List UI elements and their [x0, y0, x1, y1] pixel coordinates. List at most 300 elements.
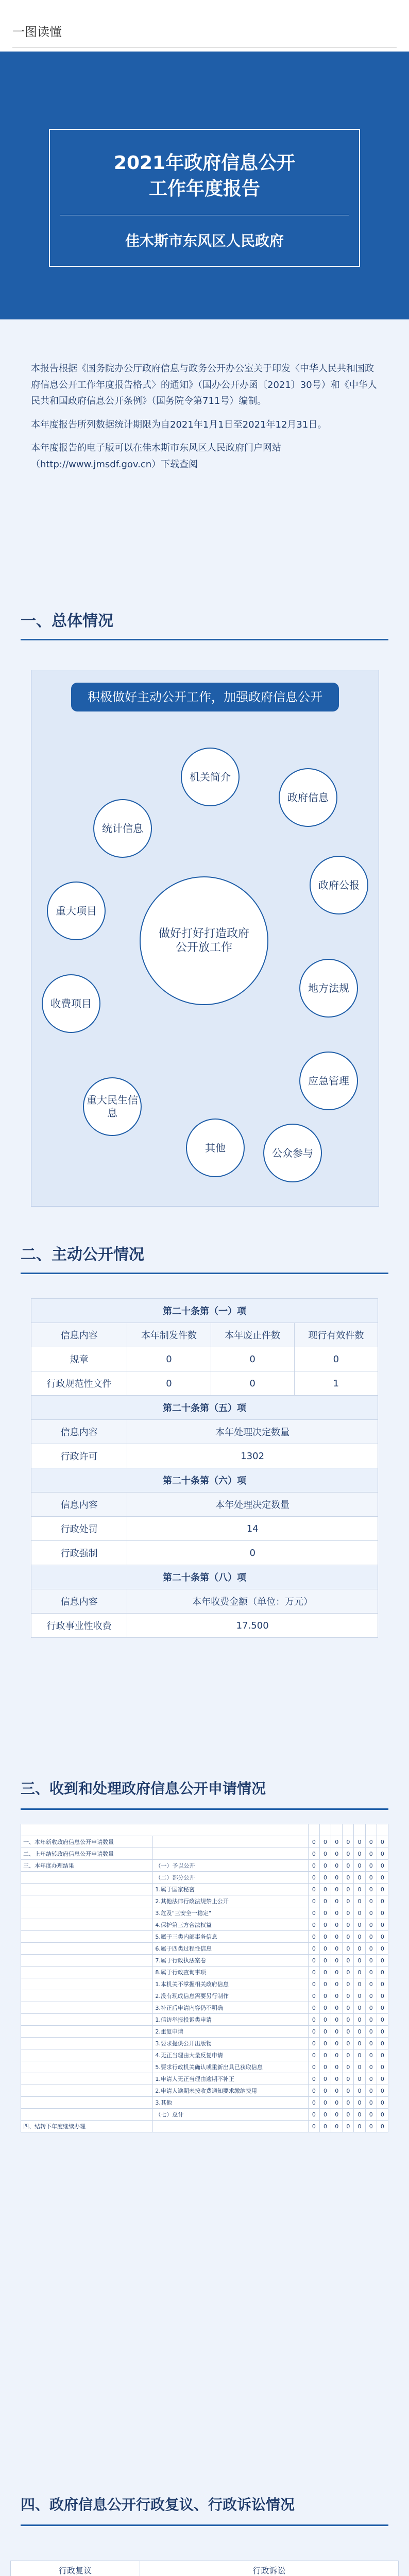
t4-head-litigation: 行政诉讼 [140, 2561, 398, 2576]
t3-cell: 0 [377, 1978, 388, 1990]
t3-cell: 0 [377, 1955, 388, 1967]
t3-cell: 0 [343, 1872, 354, 1884]
table-row [21, 1931, 388, 1943]
t3-cell: 0 [365, 2026, 377, 2038]
t3-cell: 7.属于行政执法案卷 [153, 1955, 308, 1967]
t3-cell: 2.其他法律行政法规禁止公开 [153, 1895, 308, 1907]
t2-col: 本年收费金额（单位：万元） [127, 1589, 378, 1614]
t3-cell: 0 [377, 1895, 388, 1907]
t3-cell: 0 [354, 2026, 365, 2038]
t3-cell: 0 [354, 1919, 365, 1931]
t2-col: 信息内容 [31, 1493, 127, 1517]
t3-cell: 0 [377, 1967, 388, 1978]
t3-cell [21, 2109, 153, 2121]
t2-cell: 0 [127, 1371, 211, 1396]
section-2-title: 二、主动公开情况 [21, 1246, 144, 1264]
t3-cell [21, 2073, 153, 2085]
proactive-table [31, 1298, 378, 1638]
table-row [21, 1836, 388, 1848]
t3-cell: 0 [331, 1919, 343, 1931]
t3-cell: 0 [331, 1836, 343, 1848]
t3-cell: 0 [331, 2109, 343, 2121]
t3-cell: 0 [354, 1848, 365, 1860]
t3-cell: 0 [354, 1978, 365, 1990]
t3-cell: 0 [319, 2026, 331, 2038]
t3-cell: 0 [308, 2038, 319, 2049]
table-row [21, 2014, 388, 2026]
header-divider [12, 47, 397, 48]
table-row [21, 1955, 388, 1967]
t2-cell: 14 [127, 1517, 378, 1541]
table-row [21, 1978, 388, 1990]
section-3 [0, 1777, 409, 1798]
t3-cell: 0 [319, 1848, 331, 1860]
t3-cell: 0 [319, 2109, 331, 2121]
t3-cell: （二）部分公开 [153, 1872, 308, 1884]
t3-cell: 0 [308, 2073, 319, 2085]
t3-cell: 0 [308, 1943, 319, 1955]
t3-cell: 0 [331, 2049, 343, 2061]
t3-cell: 1.信访举报投诉类申请 [153, 2014, 308, 2026]
t3-cell: 0 [319, 2085, 331, 2097]
t3-cell: 0 [354, 2109, 365, 2121]
t2-cell: 行政处罚 [31, 1517, 127, 1541]
t3-cell: 0 [308, 2085, 319, 2097]
t3-cell: 0 [308, 1895, 319, 1907]
t3-cell: 0 [365, 1860, 377, 1872]
t3-head-col [365, 1824, 377, 1836]
t3-cell [21, 1955, 153, 1967]
intro-p3: 本年度报告的电子版可以在佳木斯市东风区人民政府门户网站（http://www.jmsdf.gov.cn）下载查阅 [31, 443, 281, 470]
t3-cell [21, 1943, 153, 1955]
bubble-7: 应急管理 [299, 1052, 358, 1110]
t3-cell: 0 [343, 1990, 354, 2002]
t3-cell: 0 [365, 2109, 377, 2121]
t2-cell: 0 [211, 1371, 294, 1396]
t3-cell: 0 [308, 2097, 319, 2109]
t3-cell: 0 [343, 2073, 354, 2085]
t3-cell: 0 [377, 1848, 388, 1860]
t3-cell: 0 [319, 1860, 331, 1872]
t3-cell: 0 [377, 2085, 388, 2097]
t3-head-col [354, 1824, 365, 1836]
t3-cell: 0 [331, 1978, 343, 1990]
t3-cell: 0 [365, 2061, 377, 2073]
t3-cell: 0 [331, 1943, 343, 1955]
t3-cell: 0 [377, 2097, 388, 2109]
t3-cell: 0 [354, 2002, 365, 2014]
t3-cell: 0 [354, 1990, 365, 2002]
t3-cell: 0 [377, 2073, 388, 2085]
t3-cell: 3.其他 [153, 2097, 308, 2109]
bubble-6: 收费项目 [42, 974, 100, 1033]
t3-cell: （一）予以公开 [153, 1860, 308, 1872]
t3-cell: 0 [343, 2049, 354, 2061]
t2-cell: 1 [294, 1371, 378, 1396]
t3-cell: 0 [377, 1943, 388, 1955]
table-row [21, 1990, 388, 2002]
t3-cell: 0 [343, 2085, 354, 2097]
t3-cell: 0 [354, 1895, 365, 1907]
t2-sub4: 第二十条第（八）项 [31, 1565, 378, 1589]
t3-cell: 6.属于四类过程性信息 [153, 1943, 308, 1955]
t2-cell: 1302 [127, 1444, 378, 1468]
intro-text [31, 361, 378, 480]
t3-cell: 0 [377, 2049, 388, 2061]
bubble-10: 公众参与 [263, 1124, 322, 1182]
t3-cell: 二、上年结转政府信息公开申请数量 [21, 1848, 153, 1860]
t3-cell: 4.无正当理由大量反复申请 [153, 2049, 308, 2061]
t3-cell: 0 [354, 2121, 365, 2132]
t2-sub2: 第二十条第（五）项 [31, 1396, 378, 1420]
t3-cell: 0 [319, 2097, 331, 2109]
t3-cell: 5.属于三类内部事务信息 [153, 1931, 308, 1943]
t3-cell [21, 2002, 153, 2014]
table-row [21, 2073, 388, 2085]
t3-cell [153, 2121, 308, 2132]
t3-cell: 0 [308, 2026, 319, 2038]
t3-cell: 0 [331, 1955, 343, 1967]
t3-cell: 0 [319, 1884, 331, 1895]
t3-cell: 0 [331, 2002, 343, 2014]
t3-cell: 0 [343, 1907, 354, 1919]
intro-p1: 本报告根据《国务院办公厅政府信息与政务公开办公室关于印发〈中华人民共和国政府信息公开工作年度报告格式〉的通知》（国办公开办函〔2021〕30号）和《中华人民共和国政府信息公开条例》（国务院令第711号）编制。 [31, 363, 377, 406]
t3-cell: 0 [343, 2026, 354, 2038]
t3-cell: 0 [331, 1884, 343, 1895]
t3-cell: 0 [354, 1955, 365, 1967]
t3-cell: 0 [354, 1836, 365, 1848]
t3-cell: 0 [319, 2073, 331, 2085]
t3-cell [21, 1919, 153, 1931]
t3-cell [21, 1931, 153, 1943]
t3-cell: 0 [331, 2073, 343, 2085]
t3-cell: 0 [377, 2038, 388, 2049]
t3-cell: 0 [365, 2002, 377, 2014]
cover-title-box [49, 129, 360, 267]
t3-cell: 0 [308, 2061, 319, 2073]
t3-cell: 0 [319, 1990, 331, 2002]
t3-cell: 0 [331, 1895, 343, 1907]
section-1 [0, 608, 409, 631]
cover-title-line2: 工作年度报告 [148, 178, 260, 200]
t3-cell: 0 [319, 2014, 331, 2026]
t3-cell: 0 [319, 1836, 331, 1848]
t3-cell: 1.申请人无正当理由逾期不补正 [153, 2073, 308, 2085]
t3-cell: 0 [377, 2061, 388, 2073]
t3-cell: 0 [308, 1919, 319, 1931]
t3-cell: 0 [365, 1967, 377, 1978]
t3-cell: 0 [377, 1931, 388, 1943]
t3-cell: 0 [319, 2049, 331, 2061]
table-row [21, 1848, 388, 1860]
intro-p2: 本年度报告所列数据统计期限为自2021年1月1日至2021年12月31日。 [31, 419, 327, 430]
t3-cell: 0 [319, 1967, 331, 1978]
table-row [21, 1884, 388, 1895]
t3-cell: 0 [343, 2109, 354, 2121]
t3-cell: 0 [365, 1943, 377, 1955]
t3-cell: 0 [308, 1860, 319, 1872]
t3-cell: 2.申请人逾期未按收费通知要求缴纳费用 [153, 2085, 308, 2097]
t3-cell: 0 [377, 1990, 388, 2002]
t3-cell: 0 [331, 1907, 343, 1919]
header-title: 一图读懂 [12, 25, 62, 39]
t3-cell [21, 2014, 153, 2026]
t3-cell: 0 [377, 2014, 388, 2026]
bubble-4: 重大项目 [47, 882, 106, 940]
t3-cell: （七）总计 [153, 2109, 308, 2121]
t2-col: 信息内容 [31, 1420, 127, 1444]
t3-cell: 0 [308, 2109, 319, 2121]
t3-cell: 0 [354, 2073, 365, 2085]
t2-cell: 0 [294, 1347, 378, 1371]
table-row [21, 2109, 388, 2121]
t3-cell: 0 [365, 2014, 377, 2026]
t3-cell [21, 1967, 153, 1978]
t3-cell: 0 [319, 2038, 331, 2049]
t3-cell: 0 [331, 2014, 343, 2026]
table-row [21, 1895, 388, 1907]
t3-head-left [21, 1824, 309, 1836]
t3-cell: 0 [354, 1943, 365, 1955]
t2-col: 本年处理决定数量 [127, 1420, 378, 1444]
t3-cell: 0 [354, 1872, 365, 1884]
t3-cell [21, 1884, 153, 1895]
t3-cell: 四、结转下年度继续办理 [21, 2121, 153, 2132]
section-1-title: 一、总体情况 [21, 612, 113, 630]
t3-cell: 0 [354, 2085, 365, 2097]
t3-cell: 0 [377, 1836, 388, 1848]
top-header [0, 0, 409, 52]
t2-col: 现行有效件数 [294, 1323, 378, 1347]
t3-cell: 0 [308, 1907, 319, 1919]
t3-cell: 0 [343, 2038, 354, 2049]
t3-cell: 0 [365, 1919, 377, 1931]
t3-cell: 0 [308, 2014, 319, 2026]
table-row [21, 1872, 388, 1884]
t3-cell [21, 2085, 153, 2097]
t3-cell: 0 [331, 1860, 343, 1872]
t3-head-col [343, 1824, 354, 1836]
t3-cell: 0 [308, 2121, 319, 2132]
t3-cell: 5.要求行政机关确认或重新出具已获取信息 [153, 2061, 308, 2073]
t3-cell: 0 [343, 2014, 354, 2026]
t3-cell: 0 [365, 1884, 377, 1895]
t2-cell: 17.500 [127, 1614, 378, 1638]
section-4-title: 四、政府信息公开行政复议、行政诉讼情况 [21, 2496, 295, 2513]
bubble-2: 政府公报 [310, 856, 368, 914]
table-row [21, 2038, 388, 2049]
table-row [21, 2049, 388, 2061]
t3-cell: 1.属于国家秘密 [153, 1884, 308, 1895]
t3-cell: 0 [331, 2026, 343, 2038]
mindmap-center: 做好打好打造政府公开放工作 [140, 876, 268, 1005]
t3-cell: 0 [331, 1931, 343, 1943]
t2-col: 本年废止件数 [211, 1323, 294, 1347]
t4-head-review: 行政复议 [11, 2561, 140, 2576]
t3-cell: 0 [343, 1895, 354, 1907]
t3-cell [153, 1836, 308, 1848]
t3-cell: 2.重复申请 [153, 2026, 308, 2038]
t3-cell: 0 [308, 1967, 319, 1978]
bubble-9: 其他 [186, 1118, 245, 1177]
t3-cell: 0 [319, 1955, 331, 1967]
t3-cell: 0 [319, 2061, 331, 2073]
t3-cell: 0 [308, 1848, 319, 1860]
review-litigation-table [10, 2561, 399, 2576]
t3-cell [21, 1990, 153, 2002]
t3-cell: 0 [365, 1872, 377, 1884]
t3-cell: 0 [308, 1990, 319, 2002]
t3-cell [21, 1895, 153, 1907]
section-3-line [21, 1808, 388, 1810]
t3-cell: 0 [331, 1872, 343, 1884]
section-1-line [21, 639, 388, 640]
t3-cell [21, 2038, 153, 2049]
t3-cell: 0 [308, 2002, 319, 2014]
cover-hero [0, 52, 409, 319]
t3-cell: 0 [331, 1967, 343, 1978]
t3-head-col [331, 1824, 343, 1836]
t3-cell: 0 [365, 1836, 377, 1848]
t3-cell: 0 [331, 2038, 343, 2049]
t3-cell: 0 [343, 1884, 354, 1895]
t3-cell [21, 1872, 153, 1884]
t3-head-col [308, 1824, 319, 1836]
t3-cell: 0 [377, 2002, 388, 2014]
t3-cell: 0 [365, 2038, 377, 2049]
t3-cell: 0 [365, 1848, 377, 1860]
t3-cell: 0 [377, 1860, 388, 1872]
t3-cell: 0 [354, 2014, 365, 2026]
t3-cell: 0 [319, 1943, 331, 1955]
t2-cell: 行政规范性文件 [31, 1371, 127, 1396]
t3-cell: 0 [365, 2073, 377, 2085]
t3-cell [153, 1848, 308, 1860]
table-row [21, 2002, 388, 2014]
bubble-1: 政府信息 [279, 768, 337, 827]
t3-cell: 0 [354, 1931, 365, 1943]
t3-cell: 0 [308, 1978, 319, 1990]
t3-cell: 0 [365, 1955, 377, 1967]
t3-cell: 0 [343, 1943, 354, 1955]
t3-cell: 0 [377, 1884, 388, 1895]
t3-cell: 0 [331, 1848, 343, 1860]
t3-cell: 0 [319, 1931, 331, 1943]
t2-sub1: 第二十条第（一）项 [31, 1299, 378, 1323]
table-row [21, 1907, 388, 1919]
t2-cell: 0 [127, 1541, 378, 1565]
t3-cell: 0 [365, 1895, 377, 1907]
t3-cell: 0 [377, 2026, 388, 2038]
t3-cell: 0 [308, 2049, 319, 2061]
t3-cell: 三、本年度办理结果 [21, 1860, 153, 1872]
t3-cell: 0 [354, 1967, 365, 1978]
t2-cell: 0 [127, 1347, 211, 1371]
t3-cell: 0 [331, 2097, 343, 2109]
t3-cell: 0 [343, 1836, 354, 1848]
t3-head-col [377, 1824, 388, 1836]
t3-cell: 一、本年新收政府信息公开申请数量 [21, 1836, 153, 1848]
t3-cell: 0 [343, 1955, 354, 1967]
t3-cell: 0 [319, 2002, 331, 2014]
t3-cell: 3.补正后申请内容仍不明确 [153, 2002, 308, 2014]
t3-cell: 0 [365, 1931, 377, 1943]
t3-cell: 0 [343, 2002, 354, 2014]
t3-cell: 0 [343, 1931, 354, 1943]
t3-cell: 0 [308, 1872, 319, 1884]
t3-cell: 0 [308, 1884, 319, 1895]
t3-cell: 0 [343, 1967, 354, 1978]
t3-cell: 0 [354, 1884, 365, 1895]
t3-cell: 0 [377, 1907, 388, 1919]
application-table [21, 1824, 388, 2132]
t3-cell: 0 [331, 2085, 343, 2097]
t3-cell: 0 [354, 2097, 365, 2109]
t2-cell: 0 [211, 1347, 294, 1371]
t3-cell: 0 [308, 1836, 319, 1848]
t2-col: 信息内容 [31, 1323, 127, 1347]
t3-cell: 0 [365, 1990, 377, 2002]
t3-cell: 0 [365, 2121, 377, 2132]
t3-cell: 0 [377, 1919, 388, 1931]
t3-cell [21, 2097, 153, 2109]
t3-cell: 0 [343, 1848, 354, 1860]
t3-cell: 0 [319, 1919, 331, 1931]
t3-cell: 0 [365, 1978, 377, 1990]
bubble-5: 地方法规 [299, 959, 358, 1018]
t3-cell: 0 [354, 2061, 365, 2073]
t3-cell: 1.本机关不掌握相关政府信息 [153, 1978, 308, 1990]
bubble-3: 统计信息 [93, 799, 152, 858]
t2-cell: 规章 [31, 1347, 127, 1371]
t3-cell: 0 [343, 1860, 354, 1872]
t3-cell: 0 [343, 2097, 354, 2109]
t3-cell: 0 [319, 1872, 331, 1884]
table-row [21, 2097, 388, 2109]
t2-cell: 行政强制 [31, 1541, 127, 1565]
table-row [21, 1919, 388, 1931]
t3-cell [21, 1978, 153, 1990]
table-row [21, 2026, 388, 2038]
t3-cell: 3.危及"三安全一稳定" [153, 1907, 308, 1919]
bubble-0: 机关简介 [181, 748, 240, 806]
table-row [21, 2061, 388, 2073]
section-3-title: 三、收到和处理政府信息公开申请情况 [21, 1780, 266, 1797]
table-row [21, 1967, 388, 1978]
t3-cell: 0 [377, 1872, 388, 1884]
t3-cell: 0 [331, 1990, 343, 2002]
section-4-line [21, 2524, 388, 2526]
t2-cell: 行政事业性收费 [31, 1614, 127, 1638]
t2-col: 信息内容 [31, 1589, 127, 1614]
t3-cell: 0 [365, 2097, 377, 2109]
t3-cell: 0 [365, 1907, 377, 1919]
bubble-8: 重大民生信息 [83, 1077, 142, 1136]
t3-cell: 0 [377, 2109, 388, 2121]
t3-cell: 0 [343, 2121, 354, 2132]
section-2 [0, 1242, 409, 1264]
t3-cell: 0 [331, 2061, 343, 2073]
t3-cell: 0 [319, 1907, 331, 1919]
t3-cell: 3.要求提供公开出版物 [153, 2038, 308, 2049]
t3-cell: 0 [343, 1919, 354, 1931]
section-2-line [21, 1273, 388, 1274]
t3-cell: 0 [343, 2061, 354, 2073]
t3-cell: 0 [354, 1907, 365, 1919]
t3-cell: 0 [365, 2085, 377, 2097]
t3-cell [21, 2061, 153, 2073]
t3-cell: 0 [308, 1931, 319, 1943]
